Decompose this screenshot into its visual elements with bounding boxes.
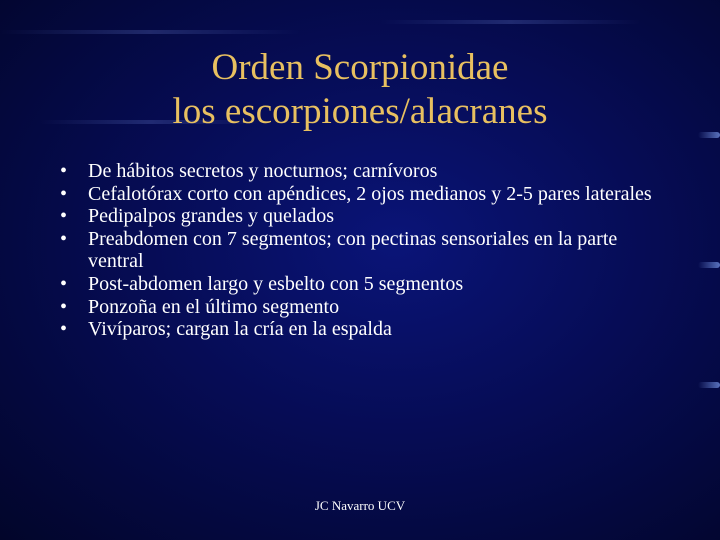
bullet-text: Pedipalpos grandes y quelados (88, 205, 335, 228)
bullet-item (60, 273, 660, 296)
slide-footer: JC Navarro UCV (314, 498, 406, 513)
bullet-marker: • (60, 227, 68, 250)
bullet-text: Cefalotórax corto con apéndices, 2 ojos medianos y 2-5 pares laterales (88, 182, 652, 205)
bullet-text: Post-abdomen largo y esbelto con 5 segmentos (88, 272, 464, 295)
bullet-text: De hábitos secretos y nocturnos; carnívoros (88, 160, 438, 182)
edge-accent (698, 382, 720, 388)
bullet-marker: • (60, 160, 68, 182)
bullet-item (60, 160, 660, 183)
bullet-text: Ponzoña en el último segmento (88, 295, 340, 318)
bullet-marker: • (60, 182, 68, 205)
bullet-item (60, 205, 660, 228)
bullet-marker: • (60, 295, 68, 318)
bullet-item (60, 228, 660, 273)
bullet-item (60, 183, 660, 206)
title-line-1: Orden Scorpionidae (211, 47, 509, 88)
bullet-text: Preabdomen con 7 segmentos; con pectinas sensoriales en la parte ventral (88, 227, 618, 273)
bullet-text: Vivíparos; cargan la cría en la espalda (88, 318, 392, 341)
edge-accent (698, 132, 720, 138)
bullet-list (60, 160, 660, 341)
background-streak (380, 20, 640, 24)
bullet-marker: • (60, 205, 68, 228)
slide-title (60, 46, 660, 134)
title-line-2: los escorpiones/alacranes (172, 91, 548, 132)
bullet-item (60, 318, 660, 341)
bullet-marker: • (60, 272, 68, 295)
bullet-item (60, 296, 660, 319)
bullet-marker: • (60, 318, 68, 341)
edge-accent (698, 262, 720, 268)
background-streak (0, 30, 300, 34)
